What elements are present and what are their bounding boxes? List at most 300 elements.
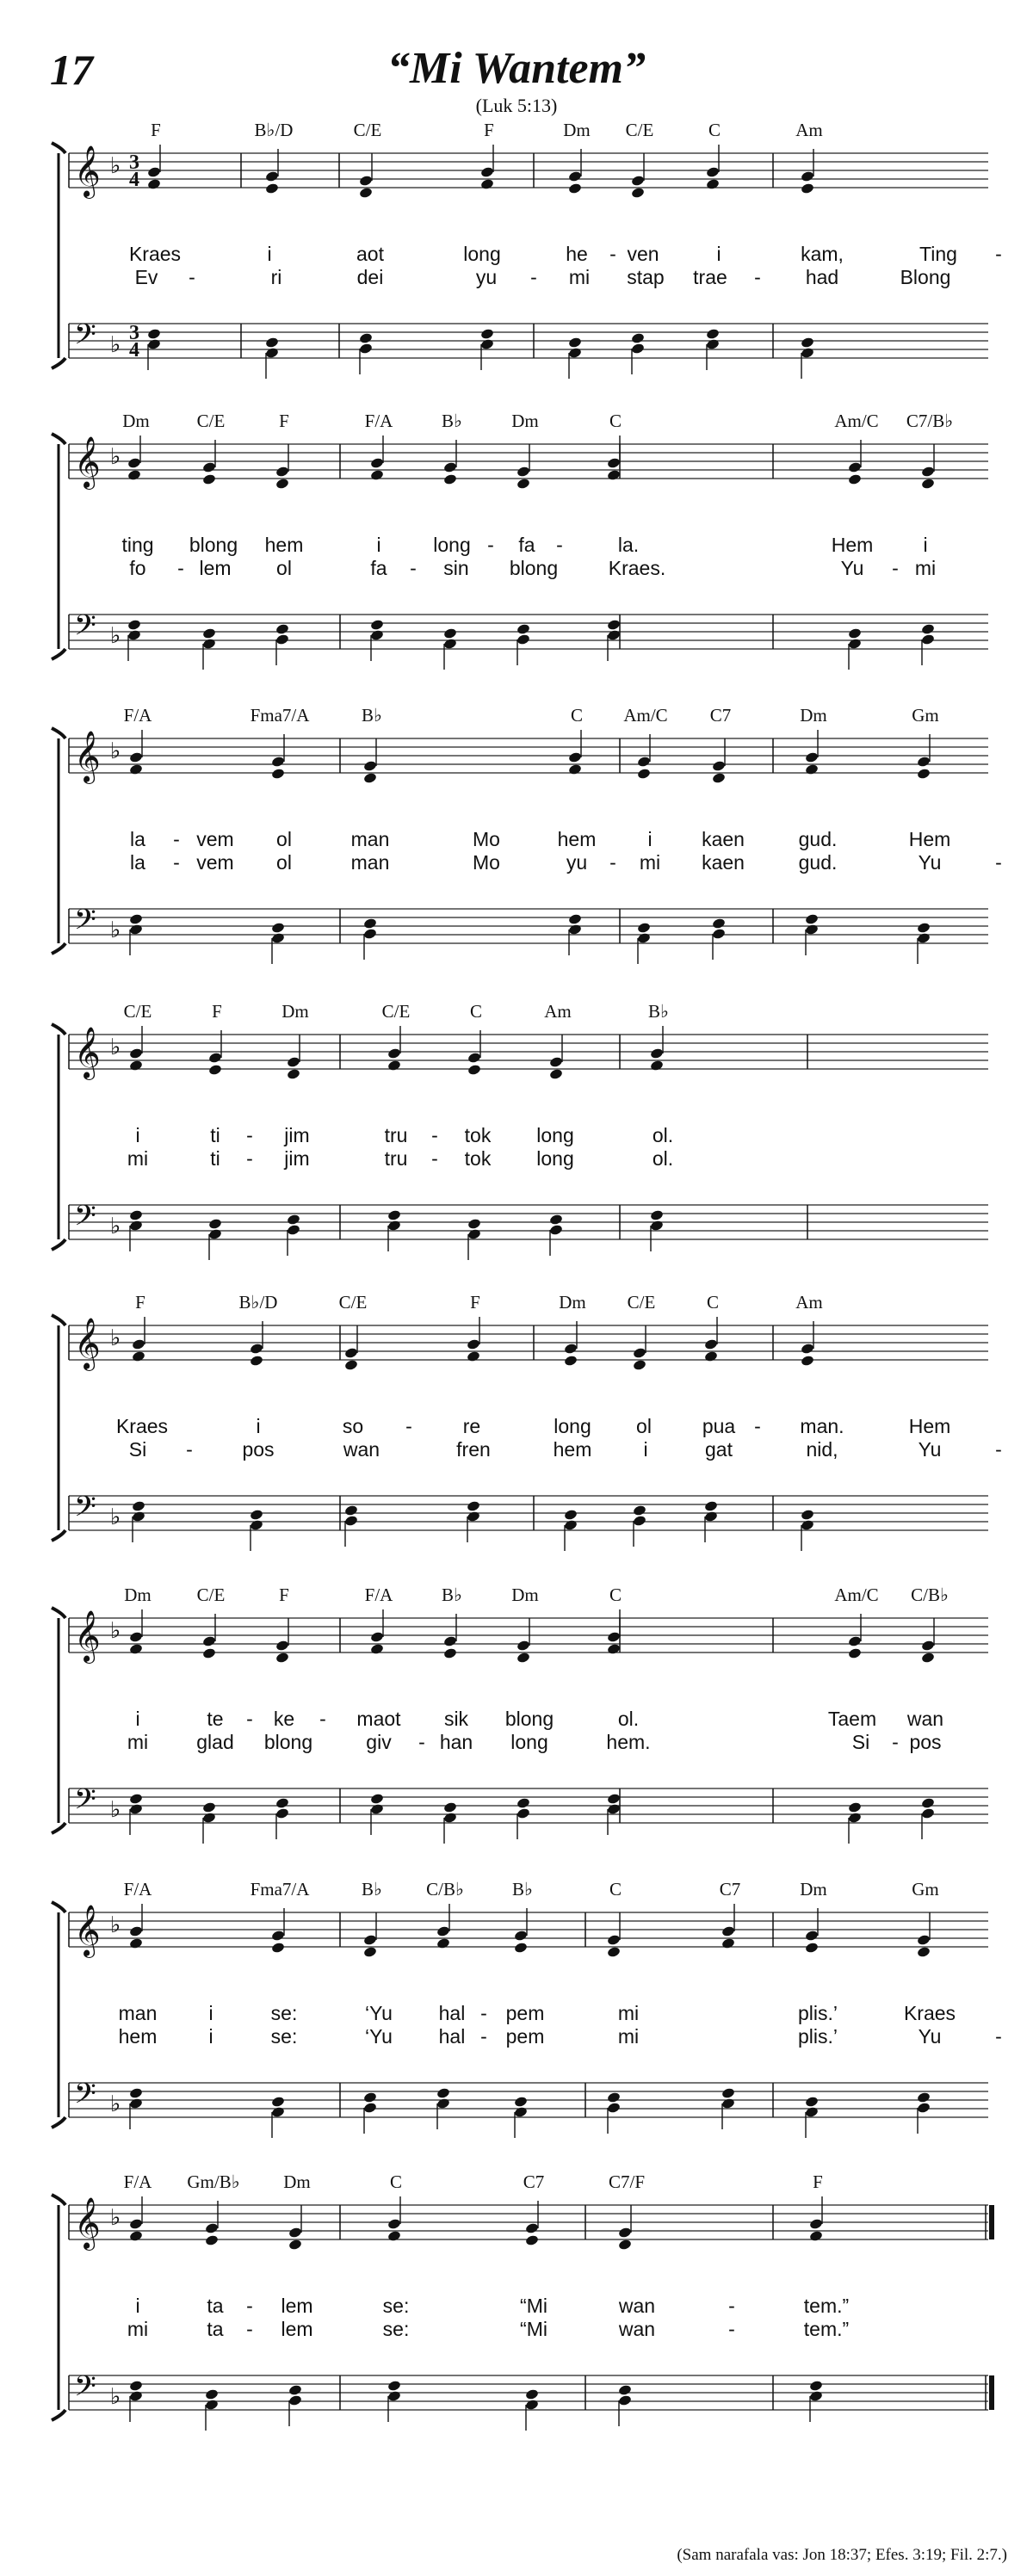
note-head (129, 751, 144, 763)
note-head (480, 338, 495, 350)
lyric-verse-1: - (431, 1124, 438, 1146)
chord-symbol: C (389, 2171, 403, 2192)
note-head (363, 928, 378, 940)
time-signature-bottom: 4 (129, 169, 139, 191)
key-signature-flat-icon: ♭ (110, 1618, 121, 1644)
note-head (549, 1214, 564, 1226)
lyric-verse-1: he (566, 243, 588, 265)
note-head (208, 1218, 223, 1230)
lyric-verse-1: - (480, 2002, 487, 2024)
lyric-verse-1: long (536, 1124, 574, 1146)
note-head (568, 763, 583, 775)
chord-symbol: F (151, 120, 161, 140)
chord-symbol: C/E (123, 1001, 152, 1022)
lyric-verse-1: Kraes (128, 243, 182, 265)
note-head (514, 2106, 529, 2118)
lyric-verse-1: la. (617, 534, 640, 556)
lyric-verse-1: kam, (801, 243, 844, 265)
chord-symbol: F/A (123, 705, 152, 726)
note-head (436, 1925, 451, 1937)
note-head (801, 1355, 815, 1367)
chord-symbol: Am (795, 1292, 823, 1313)
note-head (706, 338, 721, 350)
lyric-verse-1: man. (800, 1415, 844, 1437)
lyric-verse-2: - (609, 851, 616, 874)
lyric-verse-2: wan (618, 2318, 656, 2340)
note-head (205, 2234, 220, 2246)
note-head (525, 2399, 540, 2411)
key-signature-flat-icon: ♭ (110, 1797, 121, 1823)
note-head (129, 1220, 144, 1232)
note-head (607, 2091, 622, 2103)
note-head (363, 2102, 378, 2114)
note-head (202, 638, 217, 650)
lyric-verse-1: hem (264, 534, 304, 556)
chord-symbol: Am/C (834, 1585, 879, 1605)
lyric-verse-2: - (892, 557, 899, 579)
key-signature-flat-icon: ♭ (110, 1035, 121, 1060)
lyric-verse-1: wan (906, 1708, 944, 1730)
note-head (917, 1934, 931, 1946)
lyric-verse-2: i (208, 2025, 213, 2048)
lyric-verse-1: se: (270, 2002, 298, 2024)
bracket-bottom-hook (52, 358, 65, 368)
lyric-verse-1: - (246, 2295, 253, 2317)
treble-staff (69, 731, 988, 784)
lyric-verse-1: - (319, 1708, 326, 1730)
note-head (712, 928, 727, 940)
note-head (564, 1509, 578, 1521)
lyric-verse-1: ven (627, 243, 659, 265)
bracket-top-hook (52, 434, 65, 444)
note-head (275, 623, 290, 635)
note-head (514, 1942, 529, 1954)
lyric-verse-1: ol (636, 1415, 652, 1437)
note-head (631, 175, 646, 187)
chord-symbol: C (609, 1585, 622, 1605)
note-head (370, 1631, 385, 1643)
lyric-verse-2: - (530, 266, 537, 288)
lyric-verse-2: - (995, 851, 1002, 874)
lyric-verse-2: long (510, 1731, 548, 1753)
lyric-verse-1: i (135, 2295, 140, 2317)
chord-symbol: B♭ (362, 705, 382, 726)
lyric-verse-2: ol (276, 851, 292, 874)
key-signature-flat-icon: ♭ (110, 1912, 121, 1938)
lyric-verse-2: mi (127, 1147, 149, 1170)
note-head (275, 633, 290, 646)
lyric-verse-2: - (995, 1438, 1002, 1461)
note-head (271, 922, 286, 934)
lyric-verse-1: - (728, 2295, 735, 2317)
note-head (147, 328, 162, 340)
note-head (265, 347, 280, 359)
lyric-verse-2: gat (705, 1438, 733, 1461)
bass-clef-icon: 𝄢 (74, 609, 96, 649)
lyric-verse-1: Hem (831, 534, 874, 556)
key-signature-flat-icon: ♭ (110, 738, 121, 764)
note-head (607, 619, 622, 631)
final-barline (989, 2375, 994, 2410)
lyric-verse-2: Kraes. (608, 557, 666, 579)
note-head (516, 478, 531, 490)
note-head (525, 2388, 540, 2400)
lyric-verse-1: so (342, 1415, 364, 1437)
lyric-verse-1: tru (384, 1124, 408, 1146)
note-head (129, 2097, 144, 2110)
chord-symbol: Dm (281, 1001, 309, 1022)
note-head (127, 457, 142, 469)
note-head (917, 2102, 931, 2114)
lyric-verse-1: - (246, 1708, 253, 1730)
chord-symbol: C (609, 1879, 622, 1900)
key-signature-flat-icon: ♭ (110, 2091, 121, 2117)
lyric-verse-1: tok (464, 1124, 492, 1146)
lyric-verse-2: nid, (806, 1438, 838, 1461)
lyric-verse-2: mi (127, 1731, 149, 1753)
lyric-verse-2: mi (639, 851, 661, 874)
note-head (633, 1515, 647, 1527)
lyric-verse-1: blong (189, 534, 238, 556)
bass-clef-icon: 𝄢 (74, 2370, 96, 2410)
note-head (250, 1519, 264, 1531)
note-head (917, 932, 931, 944)
note-head (805, 763, 820, 775)
chord-symbol: C/E (353, 120, 382, 140)
note-head (564, 1519, 578, 1531)
note-head (443, 1812, 458, 1824)
note-head (287, 1224, 301, 1236)
note-head (564, 1343, 578, 1355)
note-head (359, 187, 374, 199)
note-head (848, 638, 863, 650)
bass-clef-icon: 𝄢 (74, 1200, 96, 1239)
chord-symbol: F/A (123, 2171, 152, 2192)
chord-symbol: C/E (627, 1292, 656, 1313)
lyric-verse-1: long (554, 1415, 591, 1437)
bracket-bottom-hook (52, 2410, 65, 2420)
note-head (637, 768, 652, 780)
lyric-verse-1: long (433, 534, 471, 556)
note-head (514, 1930, 529, 1942)
chord-symbol: C/B♭ (426, 1879, 464, 1900)
note-head (801, 1509, 815, 1521)
note-head (618, 2227, 633, 2239)
lyric-verse-2: blong (509, 557, 559, 579)
key-signature-flat-icon: ♭ (110, 1504, 121, 1530)
note-head (288, 2394, 303, 2406)
note-head (443, 473, 458, 485)
lyric-verse-2: kaen (702, 851, 745, 874)
note-head (265, 182, 280, 195)
note-head (250, 1355, 264, 1367)
key-signature-flat-icon: ♭ (110, 2205, 121, 2231)
lyric-verse-2: pos (242, 1438, 275, 1461)
chord-symbol: Dm (559, 1292, 586, 1313)
note-head (363, 1946, 378, 1958)
note-head (568, 182, 583, 195)
note-head (271, 932, 286, 944)
lyric-verse-1: aot (356, 243, 384, 265)
note-head (848, 1812, 863, 1824)
key-signature-flat-icon: ♭ (110, 153, 121, 179)
system-5 (52, 1292, 1002, 1551)
note-head (363, 760, 378, 772)
note-head (443, 1801, 458, 1813)
note-head (809, 2390, 824, 2402)
lyric-verse-2: yu (475, 266, 498, 288)
chord-symbol: C/E (196, 411, 226, 431)
chord-symbol: B♭ (512, 1879, 533, 1900)
scripture-reference: (Luk 5:13) (475, 95, 558, 116)
system-7 (52, 1879, 1002, 2138)
lyric-verse-1: i (267, 243, 272, 265)
chord-symbol: C7 (719, 1879, 741, 1900)
note-head (917, 922, 931, 934)
hymn-title: “Mi Wantem” (387, 44, 646, 93)
chord-symbol: Dm (563, 120, 591, 140)
lyric-verse-2: - (189, 266, 195, 288)
note-head (129, 1059, 144, 1072)
note-head (706, 166, 721, 178)
note-head (344, 1504, 359, 1517)
lyric-verse-2: - (728, 2318, 735, 2340)
note-head (516, 1652, 531, 1664)
note-head (147, 166, 162, 178)
bass-staff (69, 318, 988, 361)
note-head (287, 1068, 301, 1080)
note-head (467, 1052, 482, 1064)
lyric-verse-1: - (609, 243, 616, 265)
lyric-verse-1: blong (504, 1708, 554, 1730)
treble-staff (69, 1318, 988, 1371)
note-head (480, 328, 495, 340)
chord-symbol: Dm (122, 411, 150, 431)
lyric-verse-2: - (995, 2025, 1002, 2048)
note-head (129, 2218, 144, 2230)
time-signature-top: 3 (129, 151, 139, 174)
note-head (805, 751, 820, 763)
note-head (344, 1515, 359, 1527)
treble-clef-icon: 𝄞 (74, 2197, 101, 2249)
bracket-bottom-hook (52, 1530, 65, 1541)
note-head (275, 1807, 290, 1819)
lyric-verse-2: wan (343, 1438, 380, 1461)
chord-symbol: Fma7/A (250, 1879, 310, 1900)
note-head (516, 1797, 531, 1809)
lyric-verse-1: ol. (617, 1708, 640, 1730)
chord-symbol: Dm (124, 1585, 152, 1605)
note-head (921, 1807, 936, 1819)
lyric-verse-2: - (410, 557, 417, 579)
lyric-verse-2: - (480, 2025, 487, 2048)
lyric-verse-1: - (995, 243, 1002, 265)
note-head (607, 1643, 622, 1655)
note-head (809, 2218, 824, 2230)
lyric-verse-2: Si (128, 1438, 147, 1461)
key-signature-flat-icon: ♭ (110, 1325, 121, 1351)
chord-symbol: C (708, 120, 721, 140)
note-head (359, 332, 374, 344)
lyric-verse-1: man (118, 2002, 158, 2024)
chord-symbol: C7 (523, 2171, 545, 2192)
lyric-verse-1: lem (281, 2295, 313, 2317)
chord-symbol: C7/F (608, 2171, 646, 2192)
note-head (525, 2234, 540, 2246)
bracket-top-hook (52, 1608, 65, 1618)
note-head (127, 619, 142, 631)
note-head (921, 1652, 936, 1664)
note-head (607, 1631, 622, 1643)
lyric-verse-1: se: (382, 2295, 410, 2317)
note-head (363, 917, 378, 930)
lyric-verse-1: re (462, 1415, 481, 1437)
note-head (387, 1220, 402, 1232)
note-head (288, 2227, 303, 2239)
note-head (514, 2096, 529, 2108)
bass-staff (69, 904, 988, 943)
lyric-verse-2: - (177, 557, 184, 579)
chord-symbol: F/A (364, 1585, 393, 1605)
note-head (516, 623, 531, 635)
bracket-bottom-hook (52, 943, 65, 954)
note-head (370, 457, 385, 469)
lyric-verse-1: i (256, 1415, 261, 1437)
lyric-verse-1: - (246, 1124, 253, 1146)
lyric-verse-1: - (487, 534, 494, 556)
note-head (805, 913, 820, 925)
note-head (549, 1224, 564, 1236)
chord-symbol: Am/C (834, 411, 879, 431)
lyric-verse-2: pos (909, 1731, 942, 1753)
lyric-verse-1: hem (557, 828, 597, 850)
note-head (370, 1643, 385, 1655)
key-signature-flat-icon: ♭ (110, 623, 121, 649)
note-head (271, 1942, 286, 1954)
lyric-verse-1: plis.’ (797, 2002, 838, 2024)
note-head (288, 2384, 303, 2396)
note-head (467, 1510, 481, 1523)
lyric-verse-2: trae (693, 266, 727, 288)
chord-symbol: C/B♭ (911, 1585, 949, 1605)
note-head (706, 328, 721, 340)
note-head (202, 461, 217, 473)
lyric-verse-2: Mo (473, 851, 500, 874)
note-head (288, 2239, 303, 2251)
note-head (387, 1059, 402, 1072)
note-head (129, 1937, 144, 1949)
lyric-verse-1: ‘Yu (365, 2002, 393, 2024)
treble-clef-icon: 𝄞 (74, 1027, 101, 1078)
note-head (363, 1934, 378, 1946)
note-head (801, 170, 815, 182)
system-4 (52, 1001, 988, 1260)
lyric-verse-2: han (439, 1731, 473, 1753)
chord-symbol: C (706, 1292, 720, 1313)
chord-symbol: Fma7/A (250, 705, 310, 726)
note-head (202, 473, 217, 485)
note-head (516, 1807, 531, 1819)
lyric-verse-2: tok (464, 1147, 492, 1170)
note-head (805, 1930, 820, 1942)
lyric-verse-2: hem (553, 1438, 592, 1461)
note-head (921, 1797, 936, 1809)
note-head (917, 2091, 931, 2103)
lyric-verse-2: Yu (918, 851, 942, 874)
chord-symbol: Dm (283, 2171, 311, 2192)
note-head (205, 2388, 220, 2400)
chord-symbol: C7/B♭ (906, 411, 954, 431)
lyric-verse-1: ti (210, 1124, 220, 1146)
note-head (921, 478, 936, 490)
note-head (436, 2097, 451, 2110)
note-head (387, 2218, 402, 2230)
note-head (271, 2096, 286, 2108)
note-head (202, 1812, 217, 1824)
note-head (467, 1350, 481, 1362)
note-head (208, 1064, 223, 1076)
bracket-top-hook (52, 1315, 65, 1325)
note-head (202, 1635, 217, 1647)
note-head (607, 457, 622, 469)
note-head (443, 1635, 458, 1647)
chord-symbol: B♭/D (254, 120, 294, 140)
note-head (607, 1793, 622, 1805)
lyric-verse-1: tem.” (803, 2295, 850, 2317)
note-head (568, 347, 583, 359)
lyric-verse-2: hem (118, 2025, 158, 2048)
note-head (706, 178, 721, 190)
lyric-verse-1: i (647, 828, 653, 850)
bracket-top-hook (52, 728, 65, 738)
note-head (568, 170, 583, 182)
bracket-bottom-hook (52, 2117, 65, 2128)
note-head (618, 2384, 633, 2396)
bracket-top-hook (52, 143, 65, 153)
lyric-verse-1: Hem (908, 1415, 951, 1437)
chord-symbol: B♭ (362, 1879, 382, 1900)
note-head (801, 182, 815, 195)
note-head (129, 1925, 144, 1937)
note-head (271, 768, 286, 780)
note-head (480, 178, 495, 190)
note-head (363, 772, 378, 784)
treble-clef-icon: 𝄞 (74, 731, 101, 782)
note-head (127, 469, 142, 481)
system-8 (52, 2171, 994, 2431)
lyric-verse-1: hal (438, 2002, 466, 2024)
note-head (618, 2239, 633, 2251)
lyric-verse-1: vem (196, 828, 234, 850)
bracket-top-hook (52, 1902, 65, 1912)
note-head (805, 2096, 820, 2108)
lyric-verse-2: Yu (918, 1438, 942, 1461)
final-barline (989, 2205, 994, 2239)
lyric-verse-2: hem. (606, 1731, 651, 1753)
lyric-verse-1: gud. (798, 828, 838, 850)
lyric-verse-2: fa (370, 557, 387, 579)
note-head (633, 1359, 647, 1371)
lyric-verse-2: - (246, 1147, 253, 1170)
note-head (568, 913, 583, 925)
note-head (805, 1942, 820, 1954)
lyric-verse-2: tem.” (803, 2318, 850, 2340)
note-head (721, 1925, 736, 1937)
chord-symbol: C/E (196, 1585, 226, 1605)
chord-symbol: Dm (511, 411, 539, 431)
note-head (467, 1228, 482, 1240)
note-head (275, 466, 290, 478)
